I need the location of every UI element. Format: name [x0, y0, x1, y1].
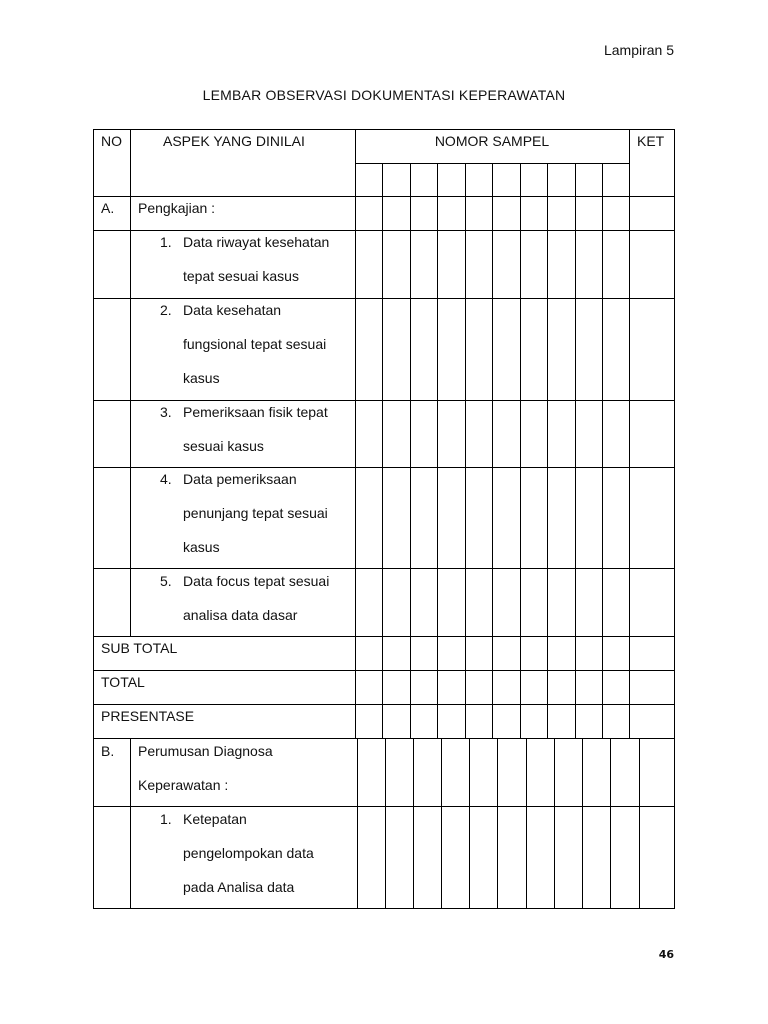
item-b1-line2: pengelompokan data: [183, 845, 314, 861]
header-subdivider: [355, 163, 630, 164]
sample-column-line: [492, 196, 493, 739]
table-row-line: [93, 298, 675, 299]
item-a5-number: 5.: [160, 573, 172, 589]
sample-column-line: [410, 163, 411, 197]
section-b-label: B.: [101, 743, 115, 759]
item-b1-line3: pada Analisa data: [183, 879, 295, 895]
item-a4-number: 4.: [160, 471, 172, 487]
sample-column-line: [385, 738, 386, 909]
column-aspek-left: [130, 129, 131, 197]
sample-column-line: [575, 196, 576, 739]
table-left-border: [93, 129, 94, 909]
item-a1-line2: tepat sesuai kasus: [183, 268, 299, 284]
item-a4-line2: penunjang tepat sesuai: [183, 505, 328, 521]
sample-column-line: [382, 163, 383, 197]
sample-column-line: [547, 196, 548, 739]
page-number: 46: [658, 948, 674, 961]
sample-column-line: [520, 163, 521, 197]
sample-column-line: [575, 163, 576, 197]
total-label: TOTAL: [101, 674, 145, 690]
table-row-line: [93, 196, 675, 197]
column-sample-left: [355, 129, 356, 197]
column-ket-left: [629, 129, 630, 197]
presentase-label: PRESENTASE: [101, 708, 195, 724]
sample-column-line: [410, 196, 411, 739]
sample-column-line: [520, 196, 521, 739]
table-row-line: [93, 636, 675, 637]
item-a1-number: 1.: [160, 234, 172, 250]
sample-column-line: [554, 738, 555, 909]
table-right-border: [674, 129, 675, 909]
sample-column-line: [602, 196, 603, 739]
item-b1-line1: Ketepatan: [183, 811, 247, 827]
header-nomor-sampel: NOMOR SAMPEL: [434, 133, 550, 149]
sample-column-line: [437, 196, 438, 739]
section-b-title-line2: Keperawatan :: [138, 777, 229, 793]
page-title: LEMBAR OBSERVASI DOKUMENTASI KEPERAWATAN: [202, 87, 566, 103]
header-aspek: ASPEK YANG DINILAI: [163, 133, 305, 149]
section-a-label: A.: [101, 200, 115, 216]
lampiran-label: Lampiran 5: [603, 42, 674, 58]
sample-column-line: [355, 196, 356, 739]
sample-column-line: [547, 163, 548, 197]
header-ket: KET: [637, 133, 665, 149]
item-b1-number: 1.: [160, 811, 172, 827]
sample-column-line: [492, 163, 493, 197]
item-a3-line1: Pemeriksaan fisik tepat: [183, 404, 328, 420]
table-bottom-border: [93, 908, 675, 909]
item-a1-line1: Data riwayat kesehatan: [183, 234, 330, 250]
table-row-line: [93, 400, 675, 401]
sample-column-line: [582, 738, 583, 909]
item-a5-line1: Data focus tepat sesuai: [183, 573, 330, 589]
item-a3-number: 3.: [160, 404, 172, 420]
item-a3-line2: sesuai kasus: [183, 438, 264, 454]
item-a2-number: 2.: [160, 302, 172, 318]
sub-total-label: SUB TOTAL: [101, 640, 178, 656]
sample-column-line: [357, 738, 358, 909]
column-aspek-left: [130, 738, 131, 909]
table-row-line: [93, 230, 675, 231]
item-a2-line1: Data kesehatan: [183, 302, 282, 318]
table-row-line: [93, 738, 675, 739]
item-a5-line2: analisa data dasar: [183, 607, 298, 623]
sample-column-line: [526, 738, 527, 909]
table-top-border: [93, 129, 675, 130]
table-row-line: [93, 806, 675, 807]
sample-column-line: [639, 738, 640, 909]
table-row-line: [93, 670, 675, 671]
sample-column-line: [610, 738, 611, 909]
table-row-line: [93, 467, 675, 468]
sample-column-line: [437, 163, 438, 197]
sample-column-line: [441, 738, 442, 909]
item-a2-line3: kasus: [183, 370, 220, 386]
table-row-line: [93, 568, 675, 569]
item-a4-line3: kasus: [183, 539, 220, 555]
item-a2-line2: fungsional tepat sesuai: [183, 336, 327, 352]
sample-column-line: [469, 738, 470, 909]
item-a4-line1: Data pemeriksaan: [183, 471, 297, 487]
section-a-title: Pengkajian :: [138, 200, 216, 216]
sample-column-line: [629, 196, 630, 739]
sample-column-line: [465, 196, 466, 739]
column-aspek-left: [130, 196, 131, 637]
section-b-title-line1: Perumusan Diagnosa: [138, 743, 273, 759]
header-no: NO: [101, 133, 122, 149]
sample-column-line: [382, 196, 383, 739]
table-row-line: [93, 704, 675, 705]
sample-column-line: [602, 163, 603, 197]
sample-column-line: [465, 163, 466, 197]
sample-column-line: [413, 738, 414, 909]
sample-column-line: [497, 738, 498, 909]
